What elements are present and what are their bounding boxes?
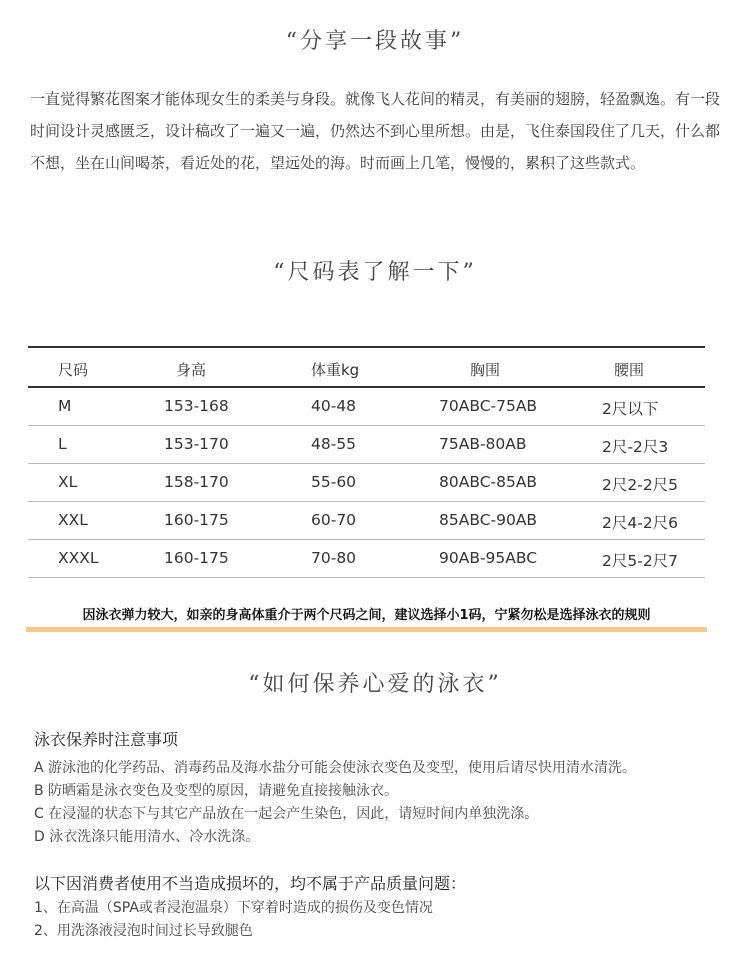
damage-disclaimer-title: 以下因消费者使用不当造成损坏的，均不属于产品质量问题： xyxy=(34,874,467,893)
cell-bust: 85ABC-90AB xyxy=(439,511,538,529)
cell-bust: 80ABC-85AB xyxy=(439,473,538,491)
list-item: A 游泳池的化学药品、消毒药品及海水盐分可能会使泳衣变色及变型，使用后请尽快用清水清洗。 xyxy=(34,760,637,776)
size-chart-heading: “尺码表了解一下” xyxy=(273,260,477,285)
care-heading: “如何保养心爱的泳衣” xyxy=(248,672,502,697)
header-height: 身高 xyxy=(176,361,207,379)
cell-weight: 48-55 xyxy=(311,435,357,453)
cell-bust: 75AB-80AB xyxy=(439,435,527,453)
header-waist: 腰围 xyxy=(614,361,645,379)
table-row xyxy=(28,426,705,464)
cell-weight: 55-60 xyxy=(311,473,357,491)
cell-height: 153-170 xyxy=(164,435,229,453)
cell-bust: 70ABC-75AB xyxy=(439,397,538,415)
care-instructions-list xyxy=(34,757,724,849)
cell-bust: 90AB-95ABC xyxy=(439,549,538,567)
cell-waist: 2尺5-2尺7 xyxy=(602,552,679,570)
cell-size: L xyxy=(58,435,67,453)
list-item: C 在浸湿的状态下与其它产品放在一起会产生染色，因此，请短时间内单独洗涤。 xyxy=(34,806,539,822)
cell-waist: 2尺4-2尺6 xyxy=(602,514,679,532)
table-row xyxy=(28,540,705,578)
cell-size: XL xyxy=(58,473,78,491)
table-row xyxy=(28,502,705,540)
size-table-header-row xyxy=(28,348,705,388)
list-item: B 防晒霜是泳衣变色及变型的原因，请避免直接接触泳衣。 xyxy=(34,783,399,799)
cell-size: XXL xyxy=(58,511,88,529)
header-size: 尺码 xyxy=(58,361,89,379)
cell-weight: 70-80 xyxy=(311,549,357,567)
cell-size: XXXL xyxy=(58,549,99,567)
cell-waist: 2尺-2尺3 xyxy=(602,438,669,456)
damage-disclaimer-list xyxy=(34,897,724,943)
header-weight: 体重kg xyxy=(311,361,360,379)
header-bust: 胸围 xyxy=(470,361,501,379)
list-item: 2、用洗涤液浸泡时间过长导致腿色 xyxy=(34,923,253,939)
size-advice-notice: 因泳衣弹力较大，如亲的身高体重介于两个尺码之间，建议选择小1码，宁紧勿松是选择泳衣的规则 xyxy=(26,604,707,632)
table-row xyxy=(28,388,705,426)
table-row xyxy=(28,464,705,502)
size-table xyxy=(28,346,705,578)
cell-waist: 2尺以下 xyxy=(602,400,659,418)
cell-waist: 2尺2-2尺5 xyxy=(602,476,679,494)
story-heading: “分享一段故事” xyxy=(285,29,465,54)
list-item: 1、在高温（SPA或者浸泡温泉）下穿着时造成的损伤及变色情况 xyxy=(34,900,433,916)
cell-weight: 60-70 xyxy=(311,511,357,529)
story-paragraph: 一直觉得繁花图案才能体现女生的柔美与身段。就像飞人花间的精灵，有美丽的翅膀，轻盈飘逸。有一段时间设计灵感匮乏，设计稿改了一遍又一遍，仍然达不到心里所想。由是，飞住泰国段住了几天，什么都不想，坐在山间喝茶，看近处的花，望远处的海。时而画上几笔，慢慢的，累积了这些款式。 xyxy=(30,90,721,172)
cell-height: 160-175 xyxy=(164,549,229,567)
list-item: D 泳衣洗涤只能用清水、冷水洗涤。 xyxy=(34,829,260,845)
cell-height: 158-170 xyxy=(164,473,229,491)
cell-height: 153-168 xyxy=(164,397,229,415)
cell-height: 160-175 xyxy=(164,511,229,529)
cell-size: M xyxy=(58,397,72,415)
care-instructions-title: 泳衣保养时注意事项 xyxy=(34,730,179,749)
cell-weight: 40-48 xyxy=(311,397,357,415)
